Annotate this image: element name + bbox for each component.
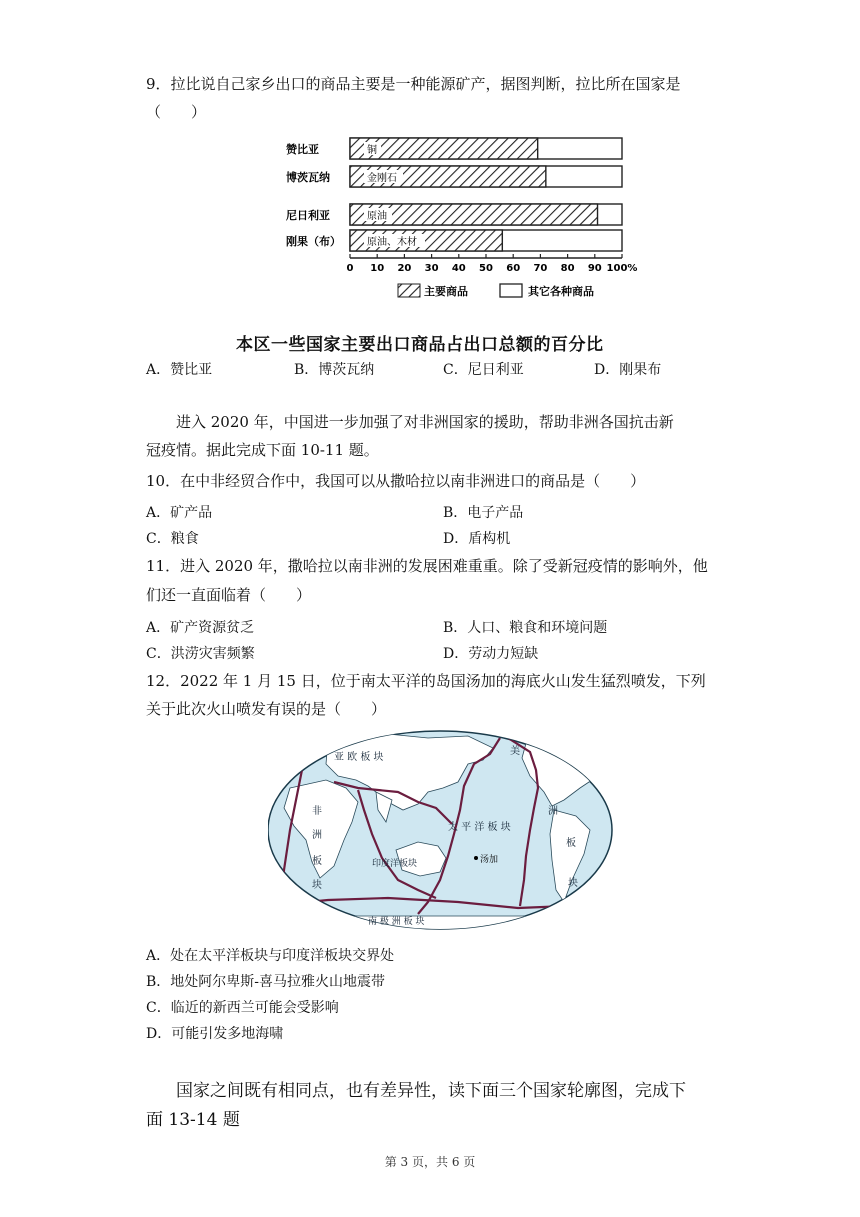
- category-label: 博茨瓦纳: [286, 171, 330, 184]
- bar-commodity-label: 金刚石: [367, 173, 397, 184]
- intro-13-14-line1: 国家之间既有相同点，也有差异性，读下面三个国家轮廓图，完成下: [176, 1081, 686, 1101]
- label-american-plate-1: 美: [510, 746, 520, 757]
- category-label: 刚果（布）: [286, 235, 341, 248]
- q12-stem-line2: 关于此次火山喷发有误的是（ ）: [146, 700, 387, 718]
- label-african-plate-2: 洲: [312, 830, 322, 841]
- q11-stem-line2: 们还一直面临着（ ）: [146, 586, 312, 604]
- q12-option-c: C．临近的新西兰可能会受影响: [146, 1000, 339, 1016]
- x-tick-label: 60: [506, 263, 521, 274]
- export-percentage-chart: [280, 128, 640, 318]
- x-tick-label: 100%: [606, 263, 638, 274]
- q9-option-a: A．赞比亚: [146, 362, 213, 378]
- q9-option-b: B．博茨瓦纳: [294, 362, 375, 378]
- q11-stem-line1: 11．进入 2020 年，撒哈拉以南非洲的发展困难重重。除了受新冠疫情的影响外，他: [146, 557, 708, 575]
- q12-option-a: A．处在太平洋板块与印度洋板块交界处: [146, 948, 395, 964]
- x-tick-label: 40: [451, 263, 466, 274]
- chart-title: 本区一些国家主要出口商品占出口总额的百分比: [236, 335, 604, 355]
- q10-option-d: D．盾构机: [443, 531, 511, 547]
- label-eurasian-plate: 亚 欧 板 块: [334, 752, 384, 763]
- x-tick-label: 20: [397, 263, 412, 274]
- q11-option-a: A．矿产资源贫乏: [146, 620, 255, 636]
- label-tonga: 汤加: [480, 855, 499, 865]
- q9-stem: 9．拉比说自己家乡出口的商品主要是一种能源矿产，据图判断，拉比所在国家是: [146, 75, 681, 93]
- category-label: 赞比亚: [286, 143, 319, 156]
- intro-13-14-line2: 面 13-14 题: [146, 1110, 240, 1130]
- bar-commodity-label: 铜: [367, 145, 377, 156]
- legend-main-swatch: [398, 284, 420, 297]
- label-american-plate-4: 块: [568, 878, 578, 889]
- legend-other-label: 其它各种商品: [528, 285, 594, 298]
- x-tick-label: 90: [587, 263, 602, 274]
- label-african-plate-1: 非: [312, 806, 322, 817]
- q12-option-d: D．可能引发多地海啸: [146, 1026, 284, 1042]
- q10-option-b: B．电子产品: [443, 505, 524, 521]
- q11-option-d: D．劳动力短缺: [443, 646, 539, 662]
- q11-option-c: C．洪涝灾害频繁: [146, 646, 255, 662]
- q12-option-b: B．地处阿尔卑斯-喜马拉雅火山地震带: [146, 974, 386, 990]
- q9-option-c: C．尼日利亚: [443, 362, 524, 378]
- label-american-plate-3: 板: [566, 838, 576, 849]
- q10-option-c: C．粮食: [146, 531, 199, 547]
- x-tick-label: 80: [560, 263, 575, 274]
- bar-commodity-label: 原油: [367, 211, 387, 222]
- tonga-marker: [474, 856, 478, 860]
- label-american-plate-2: 洲: [548, 806, 558, 817]
- q12-stem-line1: 12．2022 年 1 月 15 日，位于南太平洋的岛国汤加的海底火山发生猛烈喷发，下列: [146, 672, 706, 690]
- x-tick-label: 50: [479, 263, 493, 274]
- x-tick-label: 10: [370, 263, 385, 274]
- label-african-plate-4: 块: [312, 880, 322, 891]
- x-tick-label: 30: [424, 263, 439, 274]
- x-tick-label: 0: [346, 263, 354, 274]
- q9-option-d: D．刚果布: [594, 362, 662, 378]
- category-label: 尼日利亚: [286, 209, 330, 222]
- q9-blank: （ ）: [146, 103, 207, 121]
- bar-commodity-label: 原油、木材: [367, 237, 417, 248]
- q11-option-b: B．人口、粮食和环境问题: [443, 620, 608, 636]
- page-footer: 第 3 页，共 6 页: [384, 1155, 476, 1169]
- legend-main-label: 主要商品: [424, 285, 468, 298]
- q10-stem: 10．在中非经贸合作中，我国可以从撒哈拉以南非洲进口的商品是（ ）: [146, 472, 646, 490]
- q10-option-a: A．矿产品: [146, 505, 213, 521]
- intro-10-11-line1: 进入 2020 年，中国进一步加强了对非洲国家的援助，帮助非洲各国抗击新: [176, 413, 674, 431]
- tectonic-plates-map: [268, 730, 613, 930]
- intro-10-11-line2: 冠疫情。据此完成下面 10-11 题。: [146, 441, 379, 459]
- label-antarctic-plate: 南 极 洲 板 块: [368, 917, 425, 927]
- x-tick-label: 70: [533, 263, 548, 274]
- legend-other-swatch: [500, 284, 522, 297]
- antarctica-landmass: [268, 916, 613, 930]
- label-indian-plate: 印度洋板块: [372, 859, 418, 869]
- label-pacific-plate: 太 平 洋 板 块: [448, 822, 511, 833]
- label-african-plate-3: 板: [312, 856, 322, 867]
